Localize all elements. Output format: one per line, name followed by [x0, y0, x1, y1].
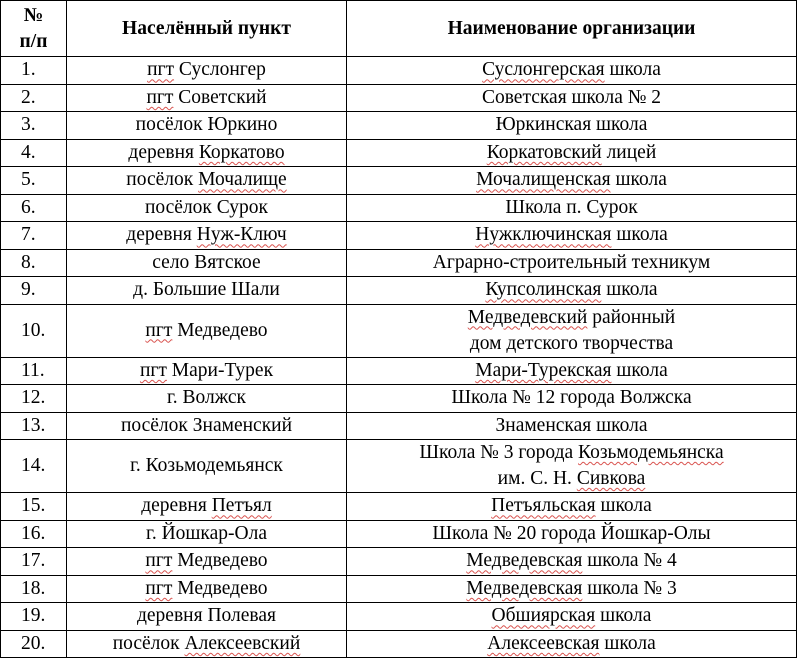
table-row: [1, 548, 797, 576]
settlement-name: Большие Шали: [152, 279, 280, 301]
row-number: 1.: [1, 57, 67, 85]
settlement-name: Советский: [178, 86, 267, 108]
settlement-name: Вятское: [194, 251, 261, 273]
row-number: 5.: [1, 167, 67, 195]
header-number-line2: п/п: [19, 30, 48, 52]
organization-name-line: Медведевская школа № 4: [466, 550, 677, 572]
organization-cell: [347, 440, 797, 493]
organization-cell: [347, 412, 797, 440]
organization-name-line: дом детского творчества: [469, 332, 674, 354]
table-row: [1, 385, 797, 413]
row-number: 18.: [1, 575, 67, 603]
table-row: [1, 520, 797, 548]
settlement-name: Полевая: [207, 605, 276, 627]
settlement-cell: [67, 139, 347, 167]
organization-cell: [347, 194, 797, 222]
settlement-cell: [67, 84, 347, 112]
settlement-name: Козьмодемьянск: [145, 455, 283, 476]
organization-name-line: им. С. Н. Сивкова: [497, 468, 646, 489]
organization-name-line: Купсолинская школа: [485, 279, 658, 301]
settlement-name: Нуж-Ключ: [196, 224, 287, 246]
settlement-cell: [67, 112, 347, 140]
settlement-name: Йошкар-Ола: [161, 522, 267, 544]
table-row: [1, 249, 797, 277]
organization-name-line: Мари-Турекская школа: [475, 359, 668, 381]
settlement-type: г.: [146, 522, 157, 544]
settlement-cell: [67, 277, 347, 305]
settlement-name: Юркино: [207, 114, 278, 136]
settlement-cell: [67, 57, 347, 85]
settlement-cell: [67, 304, 347, 357]
settlement-type: пгт: [147, 59, 175, 81]
table-row: [1, 194, 797, 222]
settlement-type: пгт: [145, 550, 173, 572]
organization-cell: [347, 139, 797, 167]
row-number: 4.: [1, 139, 67, 167]
header-settlement: Населённый пункт: [67, 1, 347, 57]
header-number-line1: №: [23, 4, 44, 26]
organization-cell: [347, 112, 797, 140]
settlement-name: Мари-Турек: [171, 359, 274, 381]
organization-name-line: Знаменская школа: [495, 414, 648, 436]
settlement-name: Алексеевский: [184, 632, 301, 654]
settlement-type: посёлок: [112, 632, 180, 654]
table-body: [1, 57, 797, 658]
organization-cell: [347, 84, 797, 112]
settlement-name: Петъял: [211, 495, 272, 517]
settlement-type: пгт: [145, 577, 173, 599]
settlement-type: деревня: [126, 224, 192, 246]
organization-cell: [347, 385, 797, 413]
row-number: 16.: [1, 520, 67, 548]
header-number: [1, 1, 67, 57]
table-row: [1, 304, 797, 357]
organization-name-line: Суслонгерская школа: [482, 59, 661, 81]
table-row: [1, 493, 797, 521]
settlement-name: Медведево: [177, 550, 268, 572]
settlement-name: Волжск: [182, 387, 247, 409]
settlement-type: пгт: [139, 359, 167, 381]
row-number: 15.: [1, 493, 67, 521]
row-number: 20.: [1, 630, 67, 658]
table-row: [1, 222, 797, 250]
table-row: [1, 575, 797, 603]
organization-cell: [347, 57, 797, 85]
organization-name-line: Школа № 12 города Волжска: [451, 387, 692, 409]
organization-cell: [347, 520, 797, 548]
organization-cell: [347, 304, 797, 357]
settlement-type: деревня: [136, 605, 203, 627]
organization-cell: [347, 493, 797, 521]
table-row: [1, 167, 797, 195]
table-row: [1, 277, 797, 305]
table-row: [1, 357, 797, 385]
organization-cell: [347, 575, 797, 603]
settlement-type: г.: [166, 387, 178, 409]
organization-name-line: Коркатовский лицей: [486, 141, 657, 163]
organization-cell: [347, 277, 797, 305]
settlement-cell: [67, 630, 347, 658]
settlement-name: Суслонгер: [178, 59, 266, 81]
settlement-type: деревня: [128, 141, 194, 163]
organization-cell: [347, 357, 797, 385]
row-number: 8.: [1, 249, 67, 277]
settlement-type: село: [152, 251, 190, 273]
settlement-cell: [67, 575, 347, 603]
settlement-cell: [67, 357, 347, 385]
settlement-name: Мочалище: [198, 169, 287, 191]
organization-name-line: Мочалищенская школа: [476, 169, 667, 191]
organization-cell: [347, 630, 797, 658]
settlement-name: Медведево: [177, 319, 268, 341]
organization-cell: [347, 167, 797, 195]
row-number: 12.: [1, 385, 67, 413]
settlement-type: пгт: [146, 86, 174, 108]
table-row: [1, 57, 797, 85]
settlement-cell: [67, 603, 347, 631]
settlement-cell: [67, 493, 347, 521]
organization-name-line: Школа п. Сурок: [505, 196, 638, 218]
organization-name-line: Петъяльская школа: [491, 495, 652, 517]
settlement-cell: [67, 249, 347, 277]
organization-cell: [347, 249, 797, 277]
settlement-type: посёлок: [144, 196, 212, 218]
row-number: 2.: [1, 84, 67, 112]
organization-name-line: Аграрно-строительный техникум: [432, 251, 711, 273]
row-number: 19.: [1, 603, 67, 631]
settlement-type: г.: [130, 455, 141, 476]
settlement-type: д.: [133, 279, 148, 301]
settlement-name: Коркатово: [198, 141, 285, 163]
organization-name-line: Нужключинская школа: [475, 224, 668, 246]
organization-name-line: Алексеевская школа: [487, 632, 656, 654]
row-number: 6.: [1, 194, 67, 222]
settlement-name: Знаменский: [192, 414, 293, 436]
settlement-cell: [67, 167, 347, 195]
organization-name-line: Советская школа № 2: [481, 86, 662, 108]
settlement-cell: [67, 385, 347, 413]
settlement-cell: [67, 548, 347, 576]
row-number: 10.: [1, 304, 67, 357]
settlement-type: посёлок: [120, 414, 188, 436]
table-row: [1, 112, 797, 140]
table-row: [1, 139, 797, 167]
settlement-name: Сурок: [216, 196, 269, 218]
settlement-type: посёлок: [126, 169, 194, 191]
settlement-cell: [67, 222, 347, 250]
row-number: 9.: [1, 277, 67, 305]
header-organization: Наименование организации: [347, 1, 797, 57]
settlement-cell: [67, 520, 347, 548]
table-row: [1, 412, 797, 440]
row-number: 14.: [1, 440, 67, 493]
organization-cell: [347, 222, 797, 250]
row-number: 7.: [1, 222, 67, 250]
table-row: [1, 630, 797, 658]
table-row: [1, 603, 797, 631]
settlement-cell: [67, 194, 347, 222]
settlement-cell: [67, 412, 347, 440]
row-number: 17.: [1, 548, 67, 576]
row-number: 11.: [1, 357, 67, 385]
table-row: [1, 84, 797, 112]
organization-name-line: Школа № 3 города Козьмодемьянска: [419, 442, 724, 463]
organization-cell: [347, 548, 797, 576]
settlement-name: Медведево: [177, 577, 268, 599]
table-row: [1, 440, 797, 493]
organization-name-line: Медведевский районный: [467, 306, 676, 328]
organization-name-line: Юркинская школа: [495, 114, 648, 136]
organization-name-line: Обшиярская школа: [491, 605, 652, 627]
settlement-cell: [67, 440, 347, 493]
settlement-type: посёлок: [135, 114, 203, 136]
organization-cell: [347, 603, 797, 631]
organization-name-line: Медведевская школа № 3: [466, 577, 677, 599]
row-number: 13.: [1, 412, 67, 440]
table-header-row: [1, 1, 797, 57]
organization-name-line: Школа № 20 города Йошкар-Олы: [432, 522, 711, 544]
settlement-type: пгт: [145, 319, 173, 341]
settlement-type: деревня: [141, 495, 207, 517]
row-number: 3.: [1, 112, 67, 140]
